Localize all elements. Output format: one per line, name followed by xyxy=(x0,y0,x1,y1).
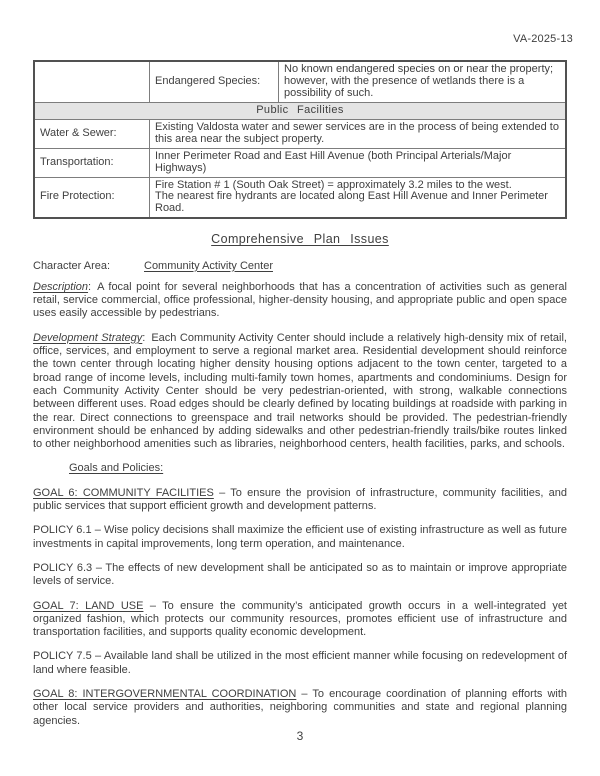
fire-protection-line-1: Fire Station # 1 (South Oak Street) = approximately 3.2 miles to the west. xyxy=(155,178,512,191)
goal-6-text: – To ensure the provision of infrastructure, community facilities, and public services that support efficient growth and development patterns. xyxy=(33,486,568,513)
description-colon: : xyxy=(88,280,92,293)
field-label-fire-protection: Fire Protection: xyxy=(34,177,150,218)
goal-8-paragraph xyxy=(33,688,567,728)
goals-and-policies-heading-text: Goals and Policies: xyxy=(69,462,164,475)
policy-6-3-paragraph xyxy=(33,562,567,589)
site-facts-table xyxy=(33,60,567,219)
goal-7-text: – To ensure the community’s anticipated growth occurs in a well-integrated yet organized fashion, which protects our community resources, promotes efficient use of infrastructure and transportation facilities, and supports quality economic development. xyxy=(33,599,567,639)
description-label: Description xyxy=(33,280,89,293)
table-row-transportation xyxy=(34,148,566,177)
development-strategy-paragraph xyxy=(33,332,567,452)
goal-7-title: GOAL 7: LAND USE xyxy=(33,599,144,612)
character-area-value: Community Activity Center xyxy=(144,259,273,272)
policy-6-3-text: – The effects of new development shall be anticipated so as to maintain or improve appropriate levels of service. xyxy=(33,561,567,588)
description-text: A focal point for several neighborhoods that has a concentration of activities such as general retail, service commercial, office professional, higher-density housing, and appropriate public and open space uses easily accessible by pedestrians. xyxy=(33,280,567,320)
policy-7-5-title: POLICY 7.5 xyxy=(33,650,92,663)
field-value-endangered-species: No known endangered species on or near the property; however, with the presence of wetlands there is a possibility of such. xyxy=(279,61,567,102)
development-strategy-text: Each Community Activity Center should include a relatively high-density mix of retail, office, services, and employment to serve a regional market area. Residential development should reinforce the town center through locating higher density housing options adjacent to the town center, targeted to a broad range of income levels, including multi-family town homes, apartments and condominiums. Design for each Community Activity Center should be very pedestrian-oriented, with strong, walkable connections between different uses. Road edges should be clearly defined by locating buildings at roadside with parking in the rear. Direct connections to greenspace and trail networks should be provided. The pedestrian-friendly environment should be enhanced by adding sidewalks and other pedestrian-friendly trails/bike routes linked to other neighborhood amenities such as libraries, neighborhood centers, health facilities, parks, and schools. xyxy=(33,331,567,451)
policy-7-5-paragraph xyxy=(33,650,567,677)
field-value-fire-protection xyxy=(150,177,567,218)
character-area-line xyxy=(33,260,567,273)
field-value-water-sewer: Existing Valdosta water and sewer services are in the process of being extended to this area near the subject property. xyxy=(150,119,567,148)
policy-7-5-text: – Available land shall be utilized in the most efficient manner while focusing on redevelopment of land where feasible. xyxy=(33,650,568,676)
development-strategy-label: Development Strategy xyxy=(33,331,143,344)
table-row-water-sewer xyxy=(34,119,566,148)
policy-6-1-text: – Wise policy decisions shall maximize the efficient use of existing infrastructure as well as future investments in capital improvements, long term operation, and maintenance. xyxy=(33,524,568,550)
section-title xyxy=(33,233,567,246)
section-title-text: Comprehensive Plan Issues xyxy=(211,232,389,247)
doc-reference-number: VA-2025-13 xyxy=(513,33,573,45)
character-area-label: Character Area: xyxy=(33,259,111,272)
page-number: 3 xyxy=(296,728,304,743)
description-paragraph xyxy=(33,281,567,321)
empty-cell xyxy=(34,61,150,102)
policy-6-1-title: POLICY 6.1 xyxy=(33,524,92,537)
goal-8-text: – To encourage coordination of planning efforts with other local service providers and authorities, neighboring communities and state and regional planning agencies. xyxy=(33,687,568,727)
policy-6-1-paragraph xyxy=(33,524,567,551)
goal-7-paragraph xyxy=(33,600,567,640)
table-row-endangered-species xyxy=(34,61,566,102)
development-strategy-colon: : xyxy=(142,331,146,344)
goal-8-title: GOAL 8: INTERGOVERNMENTAL COORDINATION xyxy=(33,687,297,700)
fire-protection-line-2: The nearest fire hydrants are located along East Hill Avenue and Inner Perimeter Road. xyxy=(155,190,548,215)
field-label-transportation: Transportation: xyxy=(34,148,150,177)
policy-6-3-title: POLICY 6.3 xyxy=(33,561,93,574)
field-label-endangered-species: Endangered Species: xyxy=(150,61,279,102)
goal-6-title: GOAL 6: COMMUNITY FACILITIES xyxy=(33,486,214,499)
field-value-transportation: Inner Perimeter Road and East Hill Avenue (both Principal Arterials/Major Highways) xyxy=(150,148,567,177)
goal-6-paragraph xyxy=(33,487,567,514)
goals-and-policies-heading xyxy=(69,462,567,475)
table-section-header: Public Facilities xyxy=(34,103,566,120)
table-row-fire-protection xyxy=(34,177,566,218)
field-label-water-sewer: Water & Sewer: xyxy=(34,119,150,148)
table-section-header-row xyxy=(34,103,566,120)
